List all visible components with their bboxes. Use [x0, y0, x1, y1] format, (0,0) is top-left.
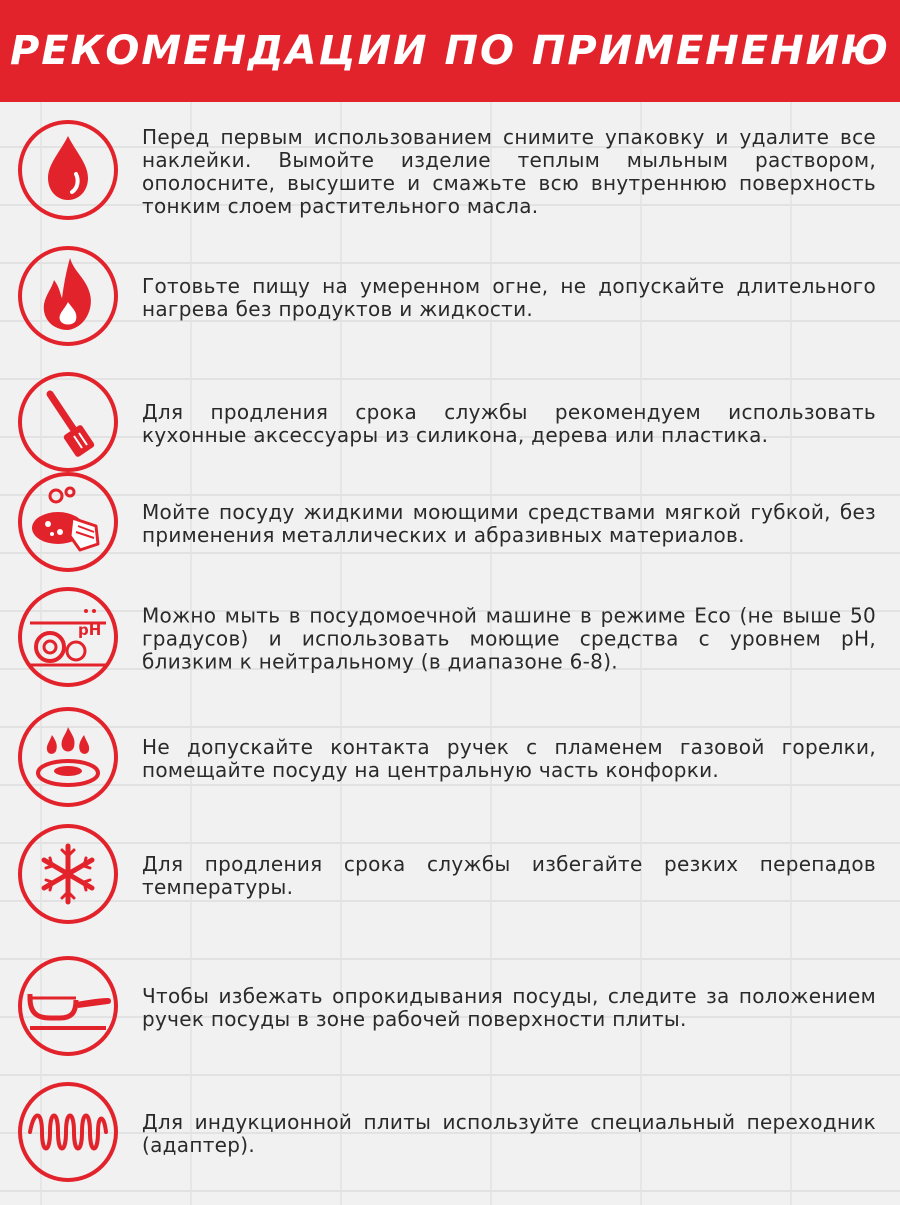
- dishwasher-ph-icon: [16, 585, 120, 689]
- page-title: РЕКОМЕНДАЦИИ ПО ПРИМЕНЕНИЮ: [9, 28, 891, 74]
- item-text: Для продления срока службы рекомендуем использовать кухонные аксессуары из силикона, дерева или пластика.: [142, 400, 876, 447]
- list-item: [0, 465, 900, 583]
- list-item: [0, 817, 900, 935]
- item-text: Для индукционной плиты используйте специальный переходник (адаптер).: [142, 1110, 876, 1157]
- gas-burner-icon: [16, 705, 120, 809]
- water-drop-icon: [16, 118, 120, 222]
- item-text: Перед первым использованием снимите упаковку и удалите все наклейки. Вымойте изделие теплым мыльным раствором, ополосните, высушите и смажьте всю внутреннюю поверхность тонким слоем растительного масла.: [142, 125, 876, 218]
- item-text: Не допускайте контакта ручек с пламенем газовой горелки, помещайте посуду на центральную часть конфорки.: [142, 735, 876, 782]
- induction-coil-icon: [16, 1080, 120, 1184]
- list-item: [0, 700, 900, 818]
- list-item: [0, 580, 900, 698]
- list-item: [0, 239, 900, 357]
- flame-icon: [16, 244, 120, 348]
- header-banner: [0, 0, 900, 102]
- item-text: Чтобы избежать опрокидывания посуды, следите за положением ручек посуды в зоне рабочей поверхности плиты.: [142, 984, 876, 1031]
- spatula-icon: [16, 370, 120, 474]
- list-item: [0, 1075, 900, 1193]
- ph-label: pH: [78, 621, 102, 639]
- item-text: Можно мыть в посудомоечной машине в режиме Eco (не выше 50 градусов) и использовать моющие средства с уровнем pH, близким к нейтральному (в диапазоне 6-8).: [142, 603, 876, 674]
- item-text: Готовьте пищу на умеренном огне, не допускайте длительного нагрева без продуктов и жидкости.: [142, 274, 876, 321]
- sponge-hand-icon: [16, 470, 120, 574]
- list-item: [0, 949, 900, 1067]
- list-item: [0, 113, 900, 231]
- item-text: Для продления срока службы избегайте резких перепадов температуры.: [142, 852, 876, 899]
- pan-handle-icon: [16, 954, 120, 1058]
- item-text: Мойте посуду жидкими моющими средствами мягкой губкой, без применения металлических и абразивных материалов.: [142, 500, 876, 547]
- snowflake-icon: [16, 822, 120, 926]
